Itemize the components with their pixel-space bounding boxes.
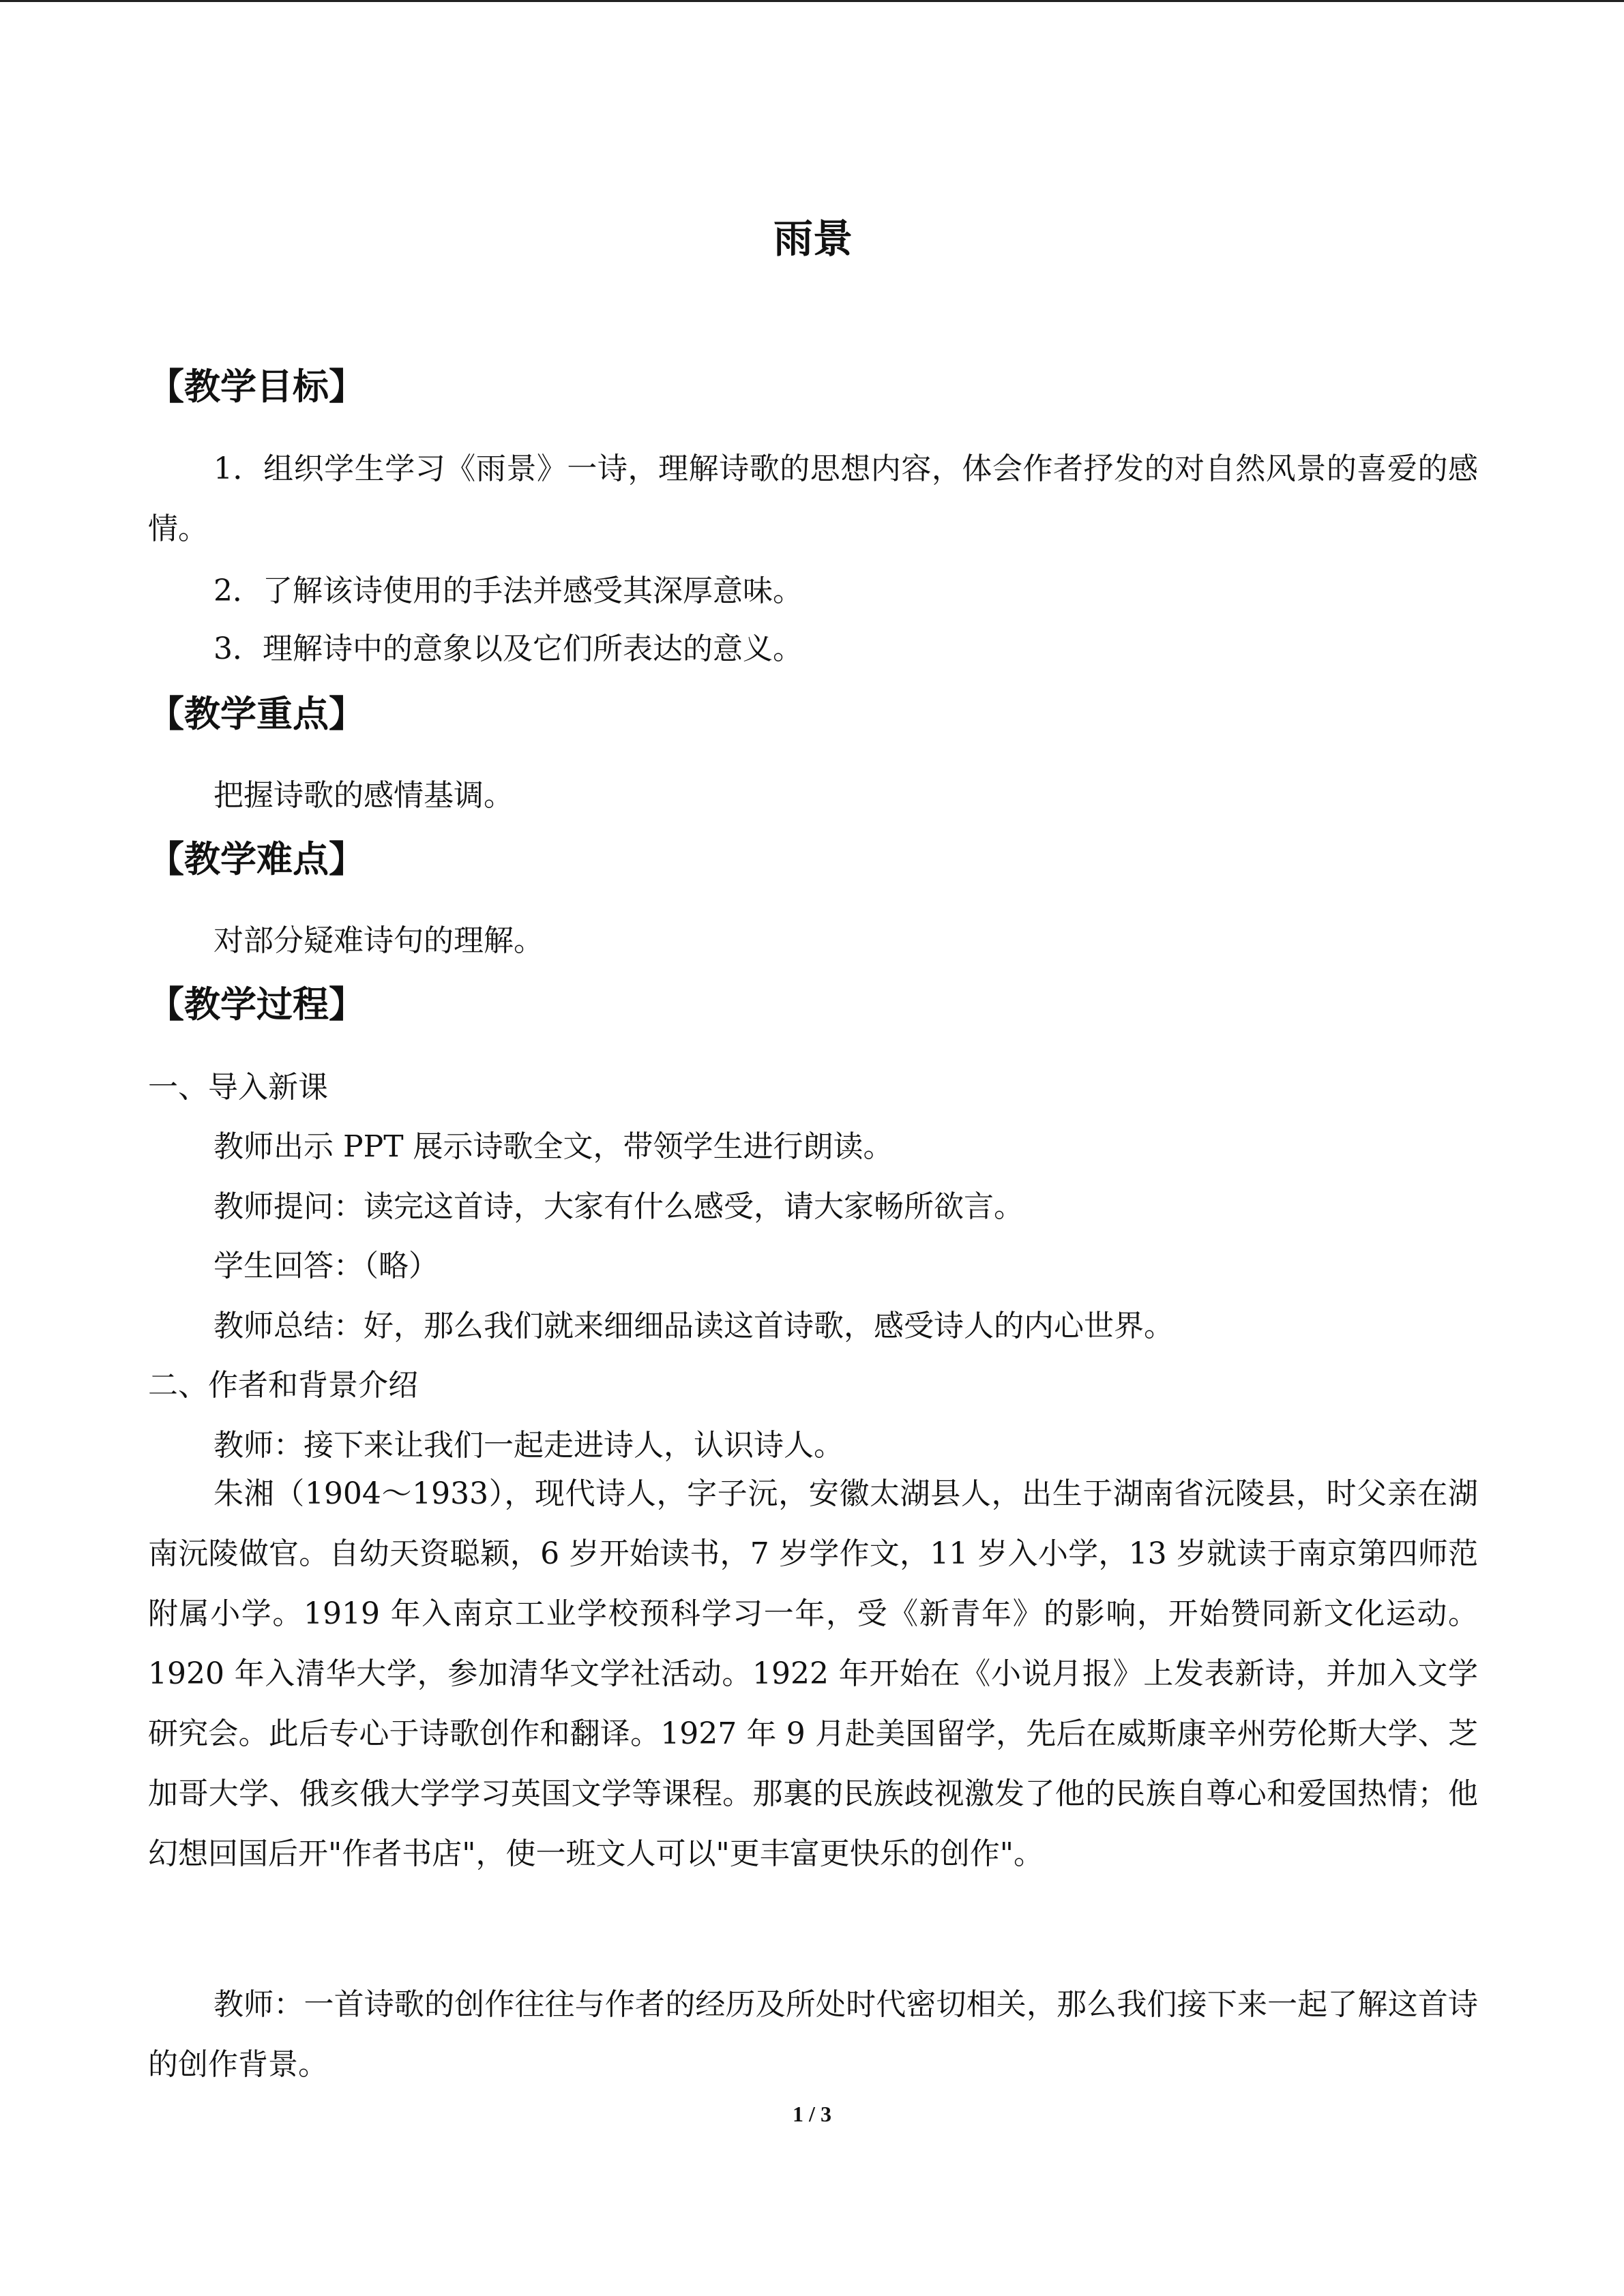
part2-title: 二、作者和背景介绍 — [148, 1368, 418, 1403]
top-border-line — [0, 0, 1624, 2]
goal-item-3: 3．理解诗中的意象以及它们所表达的意义。 — [213, 631, 803, 666]
part1-line-4: 教师总结：好，那么我们就来细细品读这首诗歌，感受诗人的内心世界。 — [213, 1309, 1174, 1343]
key-points-text: 把握诗歌的感情基调。 — [213, 778, 514, 813]
heading-key-points: 【教学重点】 — [148, 693, 365, 735]
goal-item-2: 2．了解该诗使用的手法并感受其深厚意味。 — [213, 573, 803, 608]
part1-line-3: 学生回答：（略） — [213, 1249, 439, 1283]
goal-item-1: 1．组织学生学习《雨景》一诗，理解诗歌的思想内容，体会作者抒发的对自然风景的喜爱的感情。 — [148, 451, 1478, 546]
heading-teaching-goals: 【教学目标】 — [148, 366, 365, 408]
part1-line-2: 教师提问：读完这首诗，大家有什么感受，请大家畅所欲言。 — [213, 1189, 1024, 1224]
heading-difficulties: 【教学难点】 — [148, 838, 365, 880]
author-biography: 朱湘（1904～1933），现代诗人，字子沅，安徽太湖县人，出生于湖南省沅陵县，时父亲在湖南沅陵做官。自幼天资聪颖，6 岁开始读书，7 岁学作文，11 岁入小学，13 岁就读于南京第四师范附属小学。1919 年入南京工业学校预科学习一年，受《新青年》的影响，开始赞同新文化运动。1920 年入清华大学，参加清华文学社活动。1922 年开始在《小说月报》上发表新诗，并加入文学研究会。此后专心于诗歌创作和翻译。1927 年 9 月赴美国留学，先后在威斯康辛州劳伦斯大学、芝加哥大学、俄亥俄大学学习英国文学等课程。那裏的民族歧视激发了他的民族自尊心和爱国热情；他幻想回国后开"作者书店"，使一班文人可以"更丰富更快乐的创作"。 — [148, 1476, 1478, 1871]
part1-title: 一、导入新课 — [148, 1070, 328, 1105]
part2-intro: 教师：接下来让我们一起走进诗人，认识诗人。 — [213, 1428, 844, 1463]
document-title: 雨景 — [773, 215, 853, 262]
part2-closing: 教师：一首诗歌的创作往往与作者的经历及所处时代密切相关，那么我们接下来一起了解这首诗的创作背景。 — [148, 1987, 1478, 2082]
page-number: 1 / 3 — [793, 2102, 831, 2126]
difficulties-text: 对部分疑难诗句的理解。 — [213, 923, 544, 958]
part1-line-1: 教师出示 PPT 展示诗歌全文，带领学生进行朗读。 — [213, 1129, 894, 1164]
heading-teaching-process: 【教学过程】 — [148, 983, 365, 1026]
